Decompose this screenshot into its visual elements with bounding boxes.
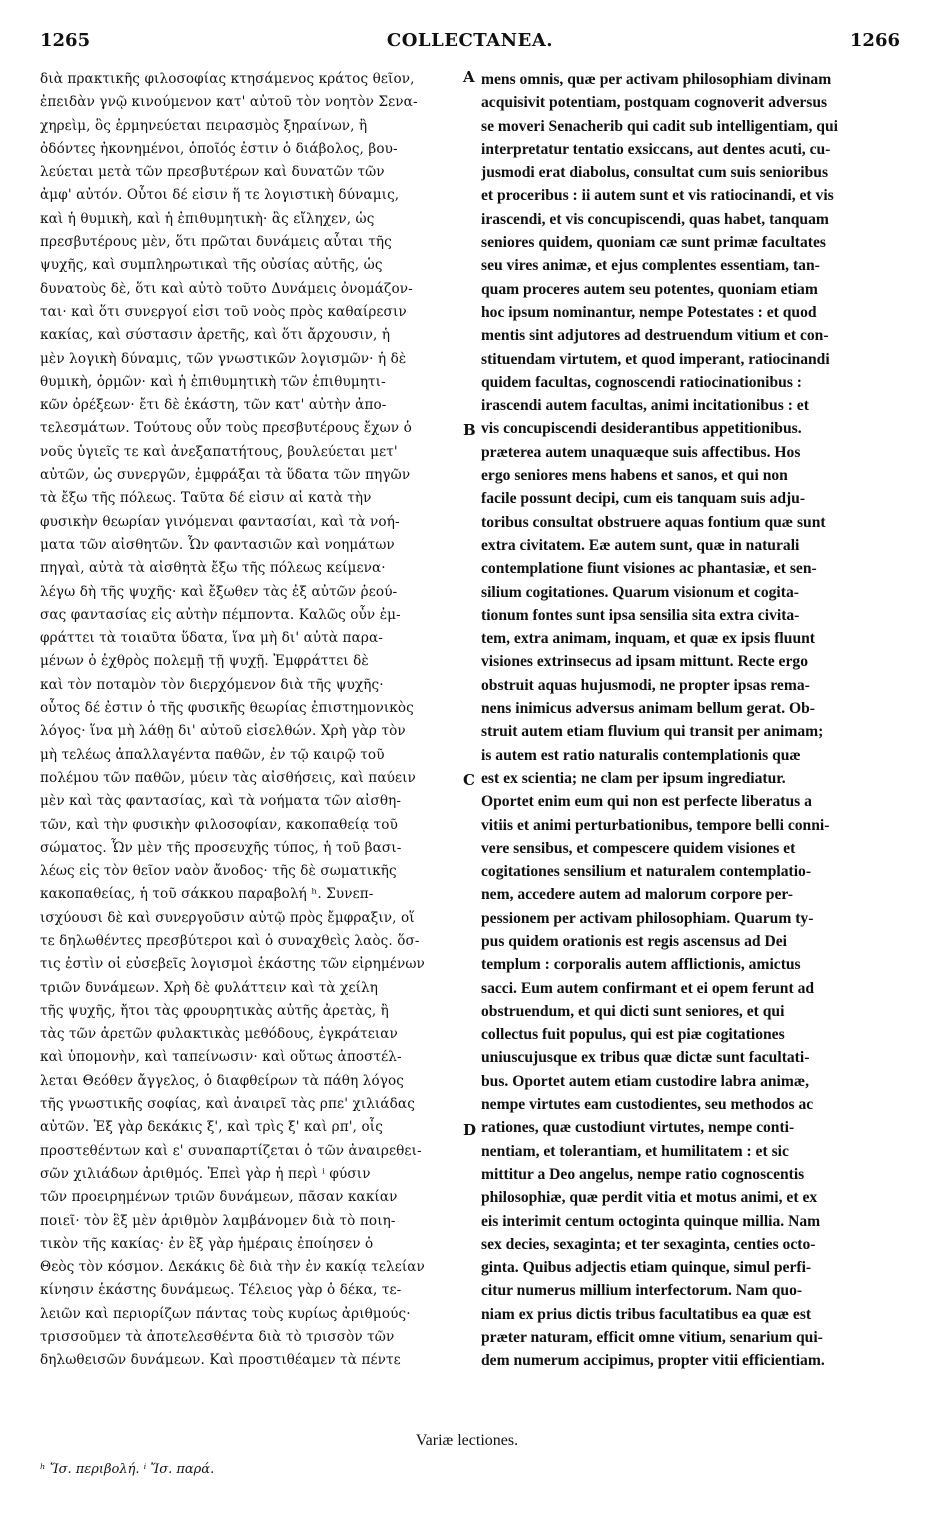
latin-line: philosophiæ, quæ perdit vitia et motus animi, et ex bbox=[481, 1189, 818, 1207]
latin-line: acquisivit potentiam, postquam cognoverit adversus bbox=[481, 94, 828, 112]
latin-line: præterea autem unaquæque suis affectibus. Hos bbox=[481, 443, 801, 461]
latin-line: pessionem per activam philosophiam. Quarum ty- bbox=[481, 909, 814, 927]
footnotes: ʰ Ἴσ. περιβολή. ⁱ Ἴσ. παρά. bbox=[40, 1462, 215, 1477]
greek-line: δηλωθεισῶν δυνάμεων. Καὶ προστιθέαμεν τὰ πέντε bbox=[40, 1352, 401, 1369]
greek-line: μὴ τελέως ἀπαλλαγέντα παθῶν, ἐν τῷ καιρῷ τοῦ bbox=[40, 746, 385, 763]
greek-line: ἀμφ' αὐτόν. Οὗτοι δέ εἰσιν ἥ τε λογιστικὴ δύναμις, bbox=[40, 187, 400, 204]
greek-line: τριῶν δυνάμεων. Χρὴ δὲ φυλάττειν καὶ τὰ χείλη bbox=[40, 979, 378, 996]
greek-line: ματα τῶν αἰσθητῶν. Ὧν φαντασιῶν καὶ νοημάτων bbox=[40, 536, 395, 553]
latin-line: Oportet enim eum qui non est perfecte liberatus a bbox=[481, 793, 812, 811]
greek-line: κακοπαθείας, ἡ τοῦ σάκκου παραβολή ʰ. Συνεπ- bbox=[40, 886, 374, 903]
latin-line: jusmodi erat diabolus, consultat cum suis senioribus bbox=[481, 164, 829, 182]
latin-line: templum : corporalis autem afflictionis, amictus bbox=[481, 956, 801, 974]
greek-line: θυμικὴ, ὁρμῶν· καὶ ἡ ἐπιθυμητικὴ τῶν ἐπιθυμητι- bbox=[40, 373, 386, 390]
page-number-right: 1266 bbox=[849, 30, 900, 51]
greek-line: οὗτος δέ ἐστιν ὁ τῆς φυσικῆς θεωρίας ἐπιστημονικὸς bbox=[40, 700, 414, 717]
latin-line: contemplatione fiunt visiones ac phantasiæ, et sen- bbox=[481, 560, 817, 578]
greek-line: ισχύουσι δὲ καὶ συνεργοῦσιν αὐτῷ πρὸς ἔμφραξιν, οἵ bbox=[40, 909, 415, 926]
latin-line: nentiam, et tolerantiam, et humilitatem : et sic bbox=[481, 1142, 789, 1160]
latin-line: bus. Oportet autem etiam custodire labra animæ, bbox=[481, 1072, 810, 1090]
greek-line: τῶν, καὶ τὴν φυσικὴν φιλοσοφίαν, κακοπαθείᾳ τοῦ bbox=[40, 816, 398, 833]
latin-line: citur numerus millium interfectorum. Nam quo- bbox=[481, 1282, 803, 1300]
greek-line: καὶ τὸν ποταμὸν τὸν διερχόμενον διὰ τῆς ψυχῆς· bbox=[40, 676, 384, 693]
greek-line: μένων ὁ ἐχθρὸς πολεμῇ τῇ ψυχῇ. Ἐμφράττει δὲ bbox=[40, 653, 369, 670]
greek-line: καὶ ἡ θυμικὴ, καὶ ἡ ἐπιθυμητικὴ· ἃς εἴληχεν, ὡς bbox=[40, 210, 375, 227]
latin-line: mentis sint adjutores ad destruendum vitium et con- bbox=[481, 327, 829, 345]
greek-line: λόγος· ἵνα μὴ λάθῃ δι' αὐτοῦ εἰσελθών. Χρὴ γὰρ τὸν bbox=[40, 723, 406, 740]
latin-line: rationes, quæ custodiunt virtutes, nempe conti- bbox=[481, 1119, 795, 1137]
greek-line: μὲν λογικὴ δύναμις, τῶν γνωστικῶν λογισμῶν· ἡ δὲ bbox=[40, 350, 407, 367]
latin-line: visiones extrinsecus ad ipsam mittunt. Recte ergo bbox=[481, 653, 808, 671]
greek-line: λέως εἰς τὸν θεῖον ναὸν ἄνοδος· τῆς δὲ σωματικῆς bbox=[40, 863, 397, 880]
latin-line: tem, extra animam, inquam, et quæ ex ipsis fluunt bbox=[481, 630, 815, 648]
latin-line: uniuscujusque ex tribus quæ dictæ sunt facultati- bbox=[481, 1049, 810, 1067]
latin-line: cogitationes sensilium et naturalem contemplatio- bbox=[481, 863, 812, 881]
latin-line: is autem est ratio naturalis contemplationis quæ bbox=[481, 746, 801, 764]
page-number-left: 1265 bbox=[40, 30, 91, 51]
greek-line: τὰς τῶν ἀρετῶν φυλακτικὰς μεθόδους, ἐγκράτειαν bbox=[40, 1026, 398, 1043]
latin-line: facile possunt decipi, cum eis tanquam suis adju- bbox=[481, 490, 806, 508]
latin-line: nempe virtutes eam custodientes, seu methodos ac bbox=[481, 1096, 814, 1114]
greek-line: δυνατοὺς δὲ, ὅτι καὶ αὐτὸ τοῦτο Δυνάμεις ὀνομάζον- bbox=[40, 280, 413, 297]
latin-line: ergo seniores mens habens et sanos, et qui non bbox=[481, 467, 788, 485]
greek-line: τὰ ἔξω τῆς πόλεως. Ταῦτα δέ εἰσιν αἱ κατὰ τὴν bbox=[40, 490, 372, 507]
running-title: COLLECTANEA. bbox=[386, 30, 554, 51]
latin-line: silium cogitationes. Quarum visionum et cogita- bbox=[481, 583, 799, 601]
latin-line: hoc ipsum nominantur, nempe Potestates : et quod bbox=[481, 303, 817, 321]
greek-line: αὐτῶν, ὡς συνεργῶν, ἐμφράξαι τὰ ὕδατα τῶν πηγῶν bbox=[40, 467, 411, 484]
greek-line: καὶ ὑπομονὴν, καὶ ταπείνωσιν· καὶ οὕτως ἀποστέλ- bbox=[40, 1049, 402, 1066]
greek-line: νοῦς ὑγιεῖς τε καὶ ἀνεξαπατήτους, βουλεύεται μετ' bbox=[40, 443, 398, 460]
page-header bbox=[40, 30, 900, 60]
latin-line: struit autem etiam fluvium qui transit per animam; bbox=[481, 723, 824, 741]
greek-line: τελεσμάτων. Τούτους οὖν τοὺς πρεσβυτέρους ἔχων ὁ bbox=[40, 420, 412, 437]
greek-line: σας φαντασίας εἰς αὐτὴν πέμποντα. Καλῶς οὖν ἐμ- bbox=[40, 606, 401, 623]
greek-line: φυσικὴν θεωρίαν γινόμεναι φαντασίαι, καὶ τὰ νοή- bbox=[40, 513, 400, 530]
latin-line: quam proceres autem seu potentes, quoniam etiam bbox=[481, 280, 818, 298]
latin-line: interpretatur tentatio exsiccans, aut dentes acuti, cu- bbox=[481, 140, 831, 158]
greek-line: πρεσβυτέρους μὲν, ὅτι πρῶται δυνάμεις αὗται τῆς bbox=[40, 234, 392, 251]
greek-line: ται· καὶ ὅτι συνεργοί εἰσι τοῦ νοὸς πρὸς καθαίρεσιν bbox=[40, 303, 407, 320]
greek-line: χηρεὶμ, ὃς ἑρμηνεύεται πειρασμὸς ξηραίνων, ἢ bbox=[40, 117, 368, 134]
latin-line: dem numerum accipimus, propter vitii efficientiam. bbox=[481, 1352, 825, 1370]
latin-line: mittitur a Deo angelus, nempe ratio cognoscentis bbox=[481, 1165, 805, 1183]
latin-line: tionum fontes sunt ipsa sensilia sita extra civita- bbox=[481, 606, 800, 624]
variae-lectiones-heading: Variæ lectiones. bbox=[415, 1432, 519, 1449]
latin-line: collectus fuit populus, qui est piæ cogitationes bbox=[481, 1026, 785, 1044]
latin-line: est ex scientia; ne clam per ipsum ingrediatur. bbox=[481, 769, 786, 787]
greek-line: λέγω δὴ τῆς ψυχῆς· καὶ ἔξωθεν τὰς ἐξ αὐτῶν ῥεού- bbox=[40, 583, 398, 600]
latin-line: extra civitatem. Eæ autem sunt, quæ in naturali bbox=[481, 536, 800, 554]
greek-line: κακίας, καὶ σύστασιν ἀρετῆς, καὶ ὅτι ἄρχουσιν, ἡ bbox=[40, 327, 391, 344]
greek-line: κῶν ὀρέξεων· ἔτι δὲ ἑκάστη, τῶν κατ' αὐτὴν ἀπο- bbox=[40, 397, 387, 414]
greek-line: πηγαὶ, αὐτὰ τὰ αἰσθητὰ ἔξω τῆς πόλεως κείμενα· bbox=[40, 560, 386, 577]
greek-line: σώματος. Ὧν μὲν τῆς προσευχῆς τύπος, ἡ τοῦ βασι- bbox=[40, 839, 402, 856]
latin-line: vis concupiscendi desiderantibus appetitionibus. bbox=[481, 420, 802, 438]
greek-line: τικὸν τῆς κακίας· ἐν ἓξ γὰρ ἡμέραις ἐποίησεν ὁ bbox=[40, 1235, 374, 1252]
latin-column bbox=[481, 68, 901, 1373]
latin-line: præter naturam, efficit omne vitium, senarium qui- bbox=[481, 1329, 823, 1347]
greek-line: τῶν προειρημένων τριῶν δυνάμεων, πᾶσαν κακίαν bbox=[40, 1189, 398, 1206]
greek-line: τρισσοῦμεν τὰ ἀποτελεσθέντα διὰ τὸ τρισσὸν τῶν bbox=[40, 1329, 395, 1346]
latin-line: obstruit aquas hujusmodi, ne propter ipsas rema- bbox=[481, 676, 810, 694]
greek-line: μὲν καὶ τὰς φαντασίας, καὶ τὰ νοήματα τῶν αἰσθη- bbox=[40, 793, 402, 810]
greek-line: ποιεῖ· τὸν ἓξ μὲν ἀριθμὸν λαμβάνομεν διὰ τὸ ποιη- bbox=[40, 1212, 396, 1229]
latin-line: nens inimicus adversus animam bellum gerat. Ob- bbox=[481, 700, 815, 718]
margin-marker-b: B bbox=[463, 421, 476, 439]
latin-line: nem, accedere autem ad malorum corpore per- bbox=[481, 886, 793, 904]
greek-line: τε δηλωθέντες πρεσβύτεροι καὶ ὁ συναχθεὶς λαὸς. ὅσ- bbox=[40, 932, 420, 949]
greek-line: ψυχῆς, καὶ συμπληρωτικαὶ τῆς οὐσίας αὐτῆς, ὡς bbox=[40, 257, 383, 274]
greek-line: τις ἐστὶν οἱ εὐσεβεῖς λογισμοὶ ἑκάστης τῶν εἰρημένων bbox=[40, 956, 425, 973]
latin-line: sex decies, sexaginta; et ter sexaginta, centies octo- bbox=[481, 1235, 816, 1253]
latin-line: et proceribus : ii autem sunt et vis ratiocinandi, et vis bbox=[481, 187, 834, 205]
margin-marker-d: D bbox=[463, 1121, 477, 1139]
latin-line: irascendi autem facultas, animi incitationibus : et bbox=[481, 397, 809, 415]
latin-line: seu vires animæ, et ejus complentes essentiam, tan- bbox=[481, 257, 820, 275]
greek-line: λειῶν καὶ περιορίζων πάντας τοὺς κυρίως ἀριθμούς· bbox=[40, 1305, 411, 1322]
latin-line: vere sensibus, et compescere quidem visiones et bbox=[481, 839, 796, 857]
latin-line: mens omnis, quæ per activam philosophiam divinam bbox=[481, 71, 832, 88]
greek-line: φράττει τὰ τοιαῦτα ὕδατα, ἵνα μὴ δι' αὐτὰ παρα- bbox=[40, 630, 383, 647]
greek-line: τῆς ψυχῆς, ἤτοι τὰς φρουρητικὰς αὐτῆς ἀρετὰς, ἢ bbox=[40, 1002, 389, 1019]
latin-line: se moveri Senacherib qui cadit sub intelligentiam, qui bbox=[481, 117, 838, 135]
greek-line: κίνησιν ἑκάστης δυνάμεως. Τέλειος γὰρ ὁ δέκα, τε- bbox=[40, 1282, 402, 1299]
greek-line: πολέμου τῶν παθῶν, μύειν τὰς αἰσθήσεις, καὶ παύειν bbox=[40, 769, 416, 786]
latin-line: toribus consultat obstruere aquas fontium quæ sunt bbox=[481, 513, 826, 531]
latin-line: pus quidem orationis est regis ascensus ad Dei bbox=[481, 932, 787, 950]
greek-line: σῶν χιλιάδων ἀριθμός. Ἐπεὶ γὰρ ἡ περὶ ⁱ φύσιν bbox=[40, 1165, 371, 1182]
greek-line: αὐτῶν. Ἐξ γὰρ δεκάκις ξ', καὶ τρὶς ξ' καὶ ρπ', οἷς bbox=[40, 1119, 383, 1136]
greek-line: τῆς γνωστικῆς σοφίας, καὶ ἀναιρεῖ τὰς ρπε' χιλιάδας bbox=[40, 1096, 415, 1113]
margin-marker-a: A bbox=[463, 68, 475, 86]
latin-line: obstruendum, et qui dicti sunt seniores, et qui bbox=[481, 1002, 785, 1020]
latin-line: seniores quidem, quoniam cæ sunt primæ facultates bbox=[481, 234, 826, 252]
greek-column bbox=[40, 68, 460, 1373]
latin-line: vitiis et animi perturbationibus, tempore belli conni- bbox=[481, 816, 830, 834]
margin-marker-c: C bbox=[463, 771, 475, 789]
greek-line: προστεθέντων καὶ ε' συναπαρτίζεται ὁ τῶν ἀναιρεθει- bbox=[40, 1142, 422, 1159]
latin-line: stituendam virtutem, et quod imperant, ratiocinandi bbox=[481, 350, 830, 368]
greek-line: Θεὸς τὸν κόσμον. Δεκάκις δὲ διὰ τὴν ἐν κακίᾳ τελείαν bbox=[40, 1259, 425, 1276]
latin-line: quidem facultas, cognoscendi ratiocinationibus : bbox=[481, 373, 802, 391]
latin-line: eis interimit centum octoginta quinque millia. Nam bbox=[481, 1212, 821, 1230]
greek-line: διὰ πρακτικῆς φιλοσοφίας κτησάμενος κράτος θεῖον, bbox=[40, 71, 415, 87]
greek-line: ἐπειδὰν γνῷ κινούμενον κατ' αὐτοῦ τὸν νοητὸν Σενα- bbox=[40, 94, 418, 111]
latin-line: ginta. Quibus adjectis etiam quinque, simul perfi- bbox=[481, 1259, 812, 1277]
greek-line: ὀδόντες ἠκονημένοι, ὁποῖός ἐστιν ὁ διάβολος, βου- bbox=[40, 140, 398, 157]
greek-line: λεύεται μετὰ τῶν πρεσβυτέρων καὶ δυνατῶν τῶν bbox=[40, 164, 385, 181]
latin-line: niam ex prius dictis tribus facultatibus ea quæ est bbox=[481, 1305, 812, 1323]
latin-line: sacci. Eum autem confirmant et ei opem ferunt ad bbox=[481, 979, 815, 997]
latin-line: irascendi, et vis concupiscendi, quas habet, tanquam bbox=[481, 210, 829, 228]
greek-line: λεται Θεόθεν ἄγγελος, ὁ διαφθείρων τὰ πάθη λόγος bbox=[40, 1072, 404, 1089]
